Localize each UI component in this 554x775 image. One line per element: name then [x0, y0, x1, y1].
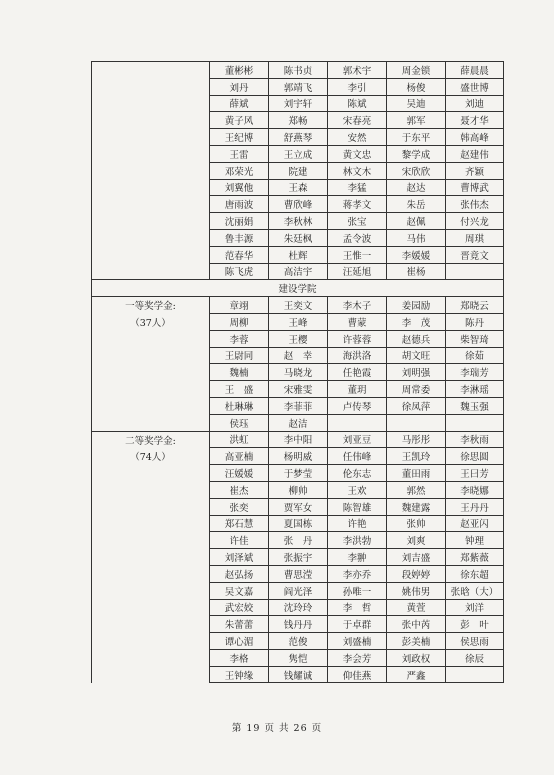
category-label-cell: [92, 649, 210, 666]
name-cell: 刘翼他: [210, 179, 269, 196]
section-row: [92, 280, 504, 297]
name-cell: 曹欣峰: [269, 196, 328, 213]
name-cell: 范俊: [269, 633, 328, 650]
name-cell: 贾军女: [269, 498, 328, 515]
name-cell: 陈飞虎: [210, 263, 269, 280]
name-cell: 李引: [328, 78, 387, 95]
table-row: [92, 213, 504, 230]
name-cell: 姚伟男: [387, 582, 446, 599]
name-cell: 高亚楠: [210, 448, 269, 465]
name-cell: 徐思圆: [446, 448, 504, 465]
name-cell: 李秋林: [269, 213, 328, 230]
table-row: [92, 78, 504, 95]
name-cell: 朱廷枫: [269, 229, 328, 246]
name-cell: 任艳霞: [328, 364, 387, 381]
category-label-cell: [92, 145, 210, 162]
name-cell: 李秋雨: [446, 431, 504, 448]
name-cell: 赵洁: [269, 414, 328, 431]
name-cell: 朱岳: [387, 196, 446, 213]
name-cell: 汪延旭: [328, 263, 387, 280]
name-cell: 黎学成: [387, 145, 446, 162]
category-label-cell: [92, 179, 210, 196]
name-cell: 李晓娜: [446, 481, 504, 498]
name-cell: 盛世博: [446, 78, 504, 95]
name-cell: 孙唯一: [328, 582, 387, 599]
name-cell: 钟理: [446, 532, 504, 549]
name-cell: 徐东超: [446, 565, 504, 582]
name-cell: 邓荣光: [210, 162, 269, 179]
category-label-cell: [92, 565, 210, 582]
name-cell: 于卓群: [328, 616, 387, 633]
category-label-cell: [92, 549, 210, 566]
name-cell: 许蓉蓉: [328, 330, 387, 347]
name-cell: 陈斌: [328, 95, 387, 112]
table-row: [92, 196, 504, 213]
name-cell: 吴文嘉: [210, 582, 269, 599]
name-cell: 崔杨: [387, 263, 446, 280]
name-cell: 柳帅: [269, 481, 328, 498]
category-label-cell: [92, 112, 210, 129]
table-row: [92, 515, 504, 532]
category-label-cell: [92, 582, 210, 599]
table-row: [92, 297, 504, 314]
name-cell: 李蓉: [210, 330, 269, 347]
name-cell: 黄萱: [387, 599, 446, 616]
name-cell: 陈智雄: [328, 498, 387, 515]
name-cell: 沈丽娟: [210, 213, 269, 230]
name-cell: 李洪勃: [328, 532, 387, 549]
name-cell: 王立成: [269, 145, 328, 162]
table-row: [92, 565, 504, 582]
category-label-cell: [92, 263, 210, 280]
name-cell: 刘宇轩: [269, 95, 328, 112]
section-title: 建设学院: [92, 280, 504, 297]
name-cell: 王钟缘: [210, 666, 269, 683]
category-label-cell: [92, 414, 210, 431]
name-cell: 张伟杰: [446, 196, 504, 213]
name-cell: 徐辰: [446, 649, 504, 666]
name-cell: 刘亚豆: [328, 431, 387, 448]
name-cell: 董田雨: [387, 465, 446, 482]
name-cell: 赵 幸: [269, 347, 328, 364]
name-cell: 郑石慧: [210, 515, 269, 532]
name-cell: 朱蕾蕾: [210, 616, 269, 633]
name-cell: 张晗（大）: [446, 582, 504, 599]
table-row: [92, 616, 504, 633]
table-row: [92, 179, 504, 196]
table-row: [92, 666, 504, 683]
name-cell: 王雷: [210, 145, 269, 162]
name-cell: 许艳: [328, 515, 387, 532]
name-cell: 薛晨晨: [446, 62, 504, 79]
table-row: [92, 381, 504, 398]
name-cell: 胡文旺: [387, 347, 446, 364]
name-cell: 伦东志: [328, 465, 387, 482]
category-label-cell: [92, 532, 210, 549]
name-cell: 宋春亮: [328, 112, 387, 129]
category-label-cell: [92, 666, 210, 683]
name-cell: 夏国栋: [269, 515, 328, 532]
name-cell: 孟令波: [328, 229, 387, 246]
name-cell: 彭美楠: [387, 633, 446, 650]
category-label-cell: [92, 213, 210, 230]
table-row: [92, 498, 504, 515]
name-cell: 刘政权: [387, 649, 446, 666]
table-row: [92, 347, 504, 364]
name-cell: 侯思雨: [446, 633, 504, 650]
name-cell: 张振宇: [269, 549, 328, 566]
name-cell: 刘明强: [387, 364, 446, 381]
name-cell: 郭靖飞: [269, 78, 328, 95]
name-cell: 崔杰: [210, 481, 269, 498]
name-cell: 郑紫薇: [446, 549, 504, 566]
name-cell: 李媛媛: [387, 246, 446, 263]
name-cell: 海洪洛: [328, 347, 387, 364]
name-cell: 徐茹: [446, 347, 504, 364]
name-cell: 林文木: [328, 162, 387, 179]
name-cell: 彭 叶: [446, 616, 504, 633]
name-cell: 王峰: [269, 313, 328, 330]
name-cell: 郑畅: [269, 112, 328, 129]
name-cell: 王森: [269, 179, 328, 196]
name-cell: 张帅: [387, 515, 446, 532]
table-row: [92, 633, 504, 650]
name-cell: 谭心湄: [210, 633, 269, 650]
name-cell: 王惟一: [328, 246, 387, 263]
name-cell: 曹博武: [446, 179, 504, 196]
table-row: [92, 313, 504, 330]
category-label-cell: [92, 616, 210, 633]
name-cell: 李 哲: [328, 599, 387, 616]
name-cell: 杨俊: [387, 78, 446, 95]
category-label-cell: [92, 364, 210, 381]
name-cell: 晋竟文: [446, 246, 504, 263]
name-cell: 刘盛楠: [328, 633, 387, 650]
name-cell: 仰佳燕: [328, 666, 387, 683]
name-cell: 马晓龙: [269, 364, 328, 381]
name-cell: 王欢: [328, 481, 387, 498]
name-cell: 王纪博: [210, 129, 269, 146]
name-cell: 郭然: [387, 481, 446, 498]
category-label-cell: [92, 599, 210, 616]
table-row: [92, 397, 504, 414]
category-label-cell: [92, 95, 210, 112]
name-cell: 赵建伟: [446, 145, 504, 162]
name-cell: 赵德兵: [387, 330, 446, 347]
category-label-cell: [92, 397, 210, 414]
table-row: [92, 112, 504, 129]
name-cell: 马伟: [387, 229, 446, 246]
category-label-cell: [92, 229, 210, 246]
name-cell: 洪虹: [210, 431, 269, 448]
category-label-cell: [92, 515, 210, 532]
table-row: [92, 431, 504, 448]
name-cell: 张中芮: [387, 616, 446, 633]
name-cell: 姜园励: [387, 297, 446, 314]
name-cell: 曹蒙: [328, 313, 387, 330]
name-cell: 李猛: [328, 179, 387, 196]
table-row: [92, 532, 504, 549]
name-cell: 魏楠: [210, 364, 269, 381]
name-cell: 钱丹丹: [269, 616, 328, 633]
name-cell: 于东平: [387, 129, 446, 146]
name-cell: 聂才华: [446, 112, 504, 129]
name-cell: 刘迪: [446, 95, 504, 112]
name-cell: 钱耀诚: [269, 666, 328, 683]
table-row: [92, 364, 504, 381]
table-row: [92, 465, 504, 482]
category-label-cell: [92, 481, 210, 498]
name-cell: 杜辉: [269, 246, 328, 263]
category-label-cell: [92, 381, 210, 398]
table-row: [92, 649, 504, 666]
name-cell: 段婷婷: [387, 565, 446, 582]
category-label-cell: [92, 633, 210, 650]
name-cell: [387, 414, 446, 431]
name-cell: 李木子: [328, 297, 387, 314]
name-cell: 赵达: [387, 179, 446, 196]
scholarship-roster-table: [91, 61, 504, 683]
name-cell: 周柳: [210, 313, 269, 330]
category-label-cell: [92, 246, 210, 263]
name-cell: 杨明威: [269, 448, 328, 465]
name-cell: 汪媛媛: [210, 465, 269, 482]
category-label-cell: （74人）: [92, 448, 210, 465]
page-number-footer: 第 19 页 共 26 页: [231, 723, 323, 734]
name-cell: 齐颖: [446, 162, 504, 179]
table-row: [92, 145, 504, 162]
name-cell: 许佳: [210, 532, 269, 549]
name-cell: 王曰芳: [446, 465, 504, 482]
name-cell: 郭术宇: [328, 62, 387, 79]
roster-body: [92, 62, 504, 683]
name-cell: 于梦莹: [269, 465, 328, 482]
table-row: [92, 549, 504, 566]
name-cell: 黄文忠: [328, 145, 387, 162]
table-row: [92, 448, 504, 465]
name-cell: 刘丹: [210, 78, 269, 95]
name-cell: [328, 414, 387, 431]
table-row: [92, 263, 504, 280]
table-row: [92, 599, 504, 616]
name-cell: 董彬彬: [210, 62, 269, 79]
name-cell: 王凯玲: [387, 448, 446, 465]
name-cell: 宋雅雯: [269, 381, 328, 398]
name-cell: 鲁丰源: [210, 229, 269, 246]
name-cell: 王樱: [269, 330, 328, 347]
name-cell: 魏建露: [387, 498, 446, 515]
name-cell: 唐雨波: [210, 196, 269, 213]
table-row: [92, 582, 504, 599]
name-cell: [446, 414, 504, 431]
name-cell: 刘洋: [446, 599, 504, 616]
name-cell: 阎光泽: [269, 582, 328, 599]
name-cell: 张 丹: [269, 532, 328, 549]
table-row: [92, 330, 504, 347]
category-label-cell: [92, 62, 210, 79]
category-label-cell: [92, 465, 210, 482]
name-cell: 武宏姣: [210, 599, 269, 616]
name-cell: 李淋瑶: [446, 381, 504, 398]
name-cell: 吴迪: [387, 95, 446, 112]
name-cell: 李翀: [328, 549, 387, 566]
name-cell: 周金锁: [387, 62, 446, 79]
name-cell: 院建: [269, 162, 328, 179]
name-cell: 李会芳: [328, 649, 387, 666]
category-label-cell: [92, 78, 210, 95]
name-cell: 李 茂: [387, 313, 446, 330]
name-cell: 徐凤萍: [387, 397, 446, 414]
category-label-cell: [92, 330, 210, 347]
category-label-cell: 二等奖学金:: [92, 431, 210, 448]
category-label-cell: [92, 129, 210, 146]
name-cell: 魏玉强: [446, 397, 504, 414]
name-cell: 李格: [210, 649, 269, 666]
name-cell: 宋欣欣: [387, 162, 446, 179]
name-cell: 王奕文: [269, 297, 328, 314]
name-cell: 郭军: [387, 112, 446, 129]
table-row: [92, 246, 504, 263]
name-cell: 马彤彤: [387, 431, 446, 448]
name-cell: 李菲菲: [269, 397, 328, 414]
name-cell: 张奕: [210, 498, 269, 515]
name-cell: 周琪: [446, 229, 504, 246]
name-cell: 卢传琴: [328, 397, 387, 414]
table-row: [92, 62, 504, 79]
name-cell: 张宝: [328, 213, 387, 230]
category-label-cell: [92, 196, 210, 213]
name-cell: 严鑫: [387, 666, 446, 683]
name-cell: 赵亚闪: [446, 515, 504, 532]
table-row: [92, 129, 504, 146]
name-cell: 李中阳: [269, 431, 328, 448]
category-label-cell: （37人）: [92, 313, 210, 330]
name-cell: 任伟峰: [328, 448, 387, 465]
name-cell: 陈书贞: [269, 62, 328, 79]
table-row: [92, 95, 504, 112]
name-cell: 郑晓云: [446, 297, 504, 314]
name-cell: 柴智琦: [446, 330, 504, 347]
category-label-cell: 一等奖学金:: [92, 297, 210, 314]
name-cell: 安然: [328, 129, 387, 146]
table-row: [92, 481, 504, 498]
table-row: [92, 414, 504, 431]
name-cell: 李亦乔: [328, 565, 387, 582]
name-cell: 王 盛: [210, 381, 269, 398]
name-cell: 刘泽斌: [210, 549, 269, 566]
name-cell: [446, 666, 504, 683]
name-cell: 王尉同: [210, 347, 269, 364]
table-row: [92, 229, 504, 246]
name-cell: 曹思滢: [269, 565, 328, 582]
name-cell: 侯珏: [210, 414, 269, 431]
name-cell: 黄子风: [210, 112, 269, 129]
name-cell: 薛斌: [210, 95, 269, 112]
category-label-cell: [92, 498, 210, 515]
name-cell: 赵弘扬: [210, 565, 269, 582]
name-cell: 沈玲玲: [269, 599, 328, 616]
name-cell: 李瑞芳: [446, 364, 504, 381]
table-row: [92, 162, 504, 179]
name-cell: 隽恺: [269, 649, 328, 666]
name-cell: 刘爽: [387, 532, 446, 549]
name-cell: 高洁宇: [269, 263, 328, 280]
name-cell: 蒋孝文: [328, 196, 387, 213]
category-label-cell: [92, 347, 210, 364]
name-cell: 杜琳琳: [210, 397, 269, 414]
category-label-cell: [92, 162, 210, 179]
name-cell: 王丹丹: [446, 498, 504, 515]
name-cell: 韩高峰: [446, 129, 504, 146]
name-cell: 刘吉盛: [387, 549, 446, 566]
name-cell: 付兴龙: [446, 213, 504, 230]
name-cell: 陈丹: [446, 313, 504, 330]
name-cell: 章翊: [210, 297, 269, 314]
name-cell: 舒燕琴: [269, 129, 328, 146]
name-cell: 范春华: [210, 246, 269, 263]
name-cell: 董玥: [328, 381, 387, 398]
name-cell: 周常委: [387, 381, 446, 398]
name-cell: 赵佩: [387, 213, 446, 230]
name-cell: [446, 263, 504, 280]
